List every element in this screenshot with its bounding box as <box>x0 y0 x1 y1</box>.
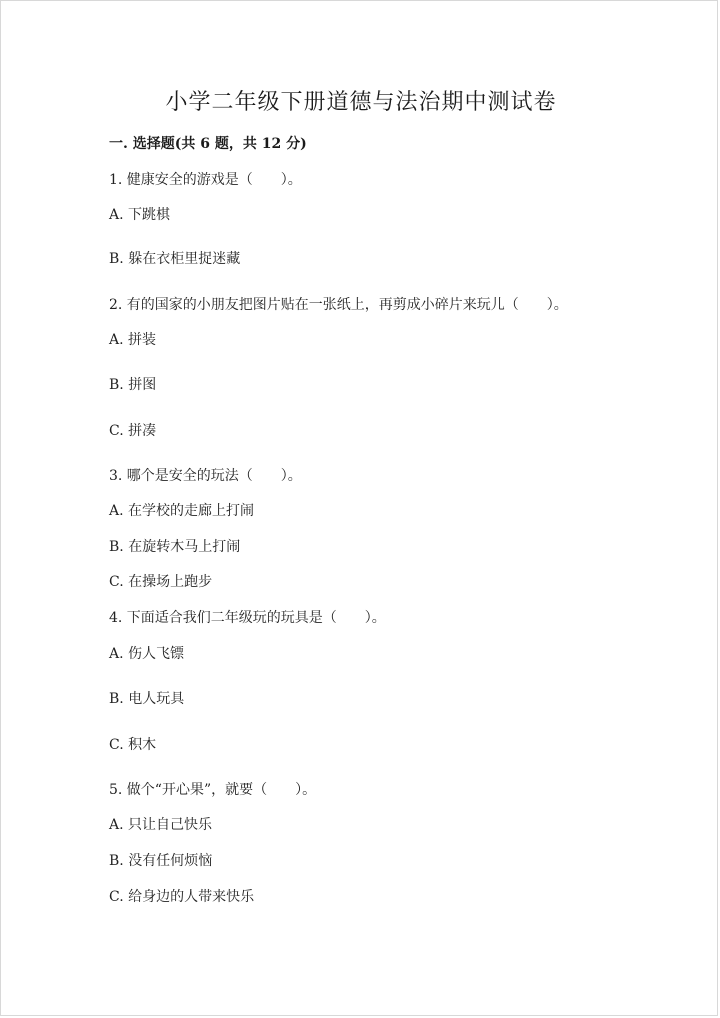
question-1-stem: 1. 健康安全的游戏是（ ）。 <box>109 172 302 188</box>
question-3-option-c: C. 在操场上跑步 <box>109 574 213 590</box>
question-2-option-c: C. 拼凑 <box>109 423 157 439</box>
question-2-option-b: B. 拼图 <box>109 377 157 393</box>
question-5-option-c: C. 给身边的人带来快乐 <box>109 889 255 905</box>
question-2-option-a: A. 拼装 <box>109 332 157 348</box>
question-4-option-b: B. 电人玩具 <box>109 691 185 707</box>
question-3-stem: 3. 哪个是安全的玩法（ ）。 <box>109 468 302 484</box>
question-3-option-a: A. 在学校的走廊上打闹 <box>109 503 255 519</box>
question-3-option-b: B. 在旋转木马上打闹 <box>109 539 241 555</box>
question-2-stem: 2. 有的国家的小朋友把图片贴在一张纸上，再剪成小碎片来玩儿（ ）。 <box>109 297 568 313</box>
question-5-stem: 5. 做个“开心果”，就要（ ）。 <box>109 782 317 798</box>
question-4-option-c: C. 积木 <box>109 737 157 753</box>
section-heading: 一. 选择题(共 6 题，共 12 分) <box>109 136 307 152</box>
question-4-option-a: A. 伤人飞镖 <box>109 646 185 662</box>
document-title: 小学二年级下册道德与法治期中测试卷 <box>165 90 557 115</box>
question-1-option-a: A. 下跳棋 <box>109 207 171 223</box>
question-1-option-b: B. 躲在衣柜里捉迷藏 <box>109 251 241 267</box>
question-5-option-b: B. 没有任何烦恼 <box>109 853 213 869</box>
question-4-stem: 4. 下面适合我们二年级玩的玩具是（ ）。 <box>109 610 386 626</box>
question-5-option-a: A. 只让自己快乐 <box>109 817 213 833</box>
